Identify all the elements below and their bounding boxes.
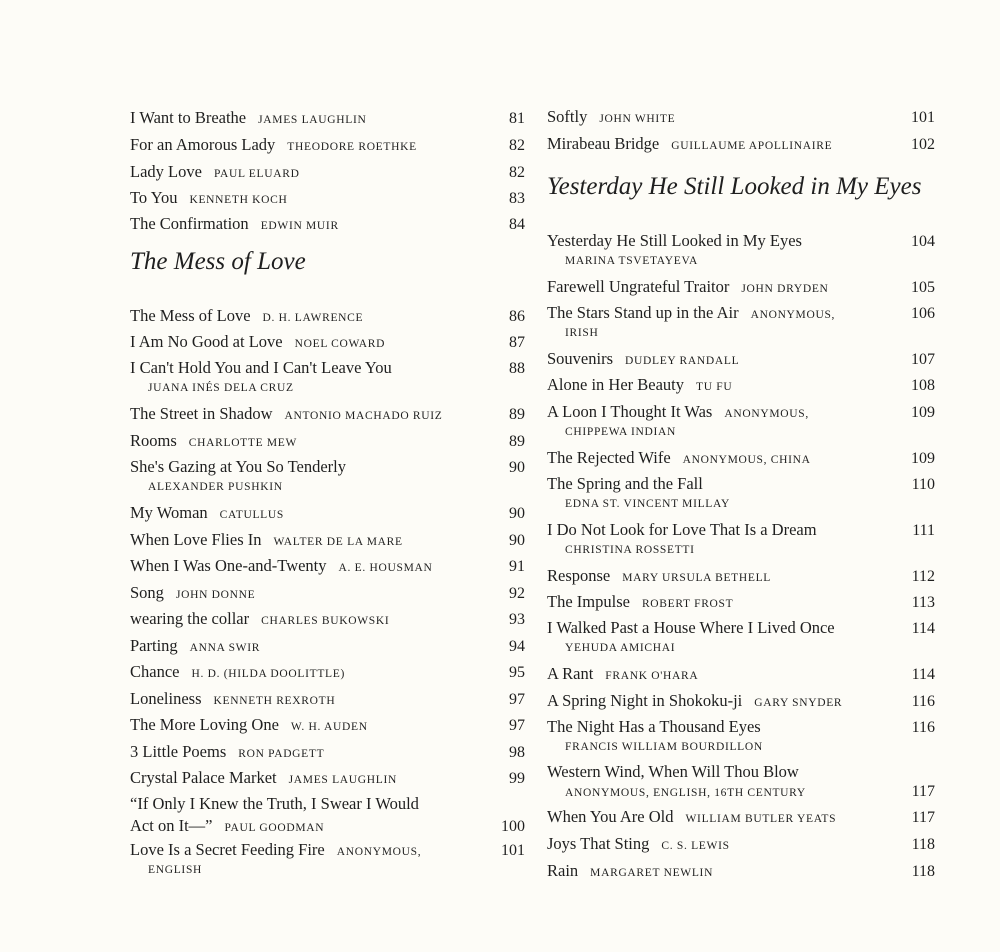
toc-entry-line bbox=[547, 133, 935, 155]
toc-entry-text bbox=[547, 761, 799, 783]
toc-entry[interactable] bbox=[130, 529, 525, 551]
toc-entry[interactable] bbox=[130, 430, 525, 452]
poem-title: Yesterday He Still Looked in My Eyes bbox=[547, 231, 802, 250]
poem-author: THEODORE ROETHKE bbox=[287, 141, 417, 153]
poem-title: A Spring Night in Shokoku-ji bbox=[547, 691, 743, 710]
poem-title: Chance bbox=[130, 662, 180, 681]
toc-entry[interactable] bbox=[130, 456, 525, 498]
poem-author: IRISH bbox=[565, 327, 599, 339]
toc-entry-text bbox=[130, 839, 421, 863]
toc-entry[interactable] bbox=[547, 348, 935, 370]
poem-title: When I Was One-and-Twenty bbox=[130, 556, 327, 575]
poem-author: ANONYMOUS, bbox=[724, 408, 809, 420]
toc-entry-line bbox=[130, 635, 525, 657]
toc-entry-text bbox=[547, 833, 730, 857]
toc-entry-line bbox=[547, 447, 935, 469]
toc-entry-text bbox=[130, 357, 392, 379]
toc-entry-text bbox=[547, 106, 675, 130]
toc-entry-text bbox=[547, 348, 739, 372]
toc-entry-line bbox=[130, 430, 525, 452]
toc-entry-text bbox=[130, 331, 385, 355]
toc-entry-text bbox=[547, 565, 771, 589]
page-number: 109 bbox=[911, 450, 935, 467]
toc-entry-line bbox=[130, 555, 525, 577]
poem-author: CHRISTINA ROSSETTI bbox=[565, 544, 695, 556]
toc-entry[interactable] bbox=[547, 716, 935, 758]
page-number: 90 bbox=[509, 532, 525, 549]
poem-author: ENGLISH bbox=[148, 864, 203, 876]
page-number: 91 bbox=[509, 558, 525, 575]
toc-entry-text bbox=[130, 635, 260, 659]
toc-entry-text bbox=[547, 690, 842, 714]
toc-entry-text bbox=[547, 806, 836, 830]
page-number: 104 bbox=[911, 233, 935, 250]
toc-entry-line bbox=[130, 767, 525, 789]
poem-title: Parting bbox=[130, 636, 178, 655]
toc-entry-text bbox=[547, 860, 713, 884]
toc-entry-text bbox=[547, 374, 732, 398]
toc-entry-line bbox=[130, 305, 525, 327]
poem-title: I Want to Breathe bbox=[130, 108, 247, 127]
toc-entry[interactable] bbox=[130, 555, 525, 577]
poem-title: When Love Flies In bbox=[130, 530, 262, 549]
toc-entry-text bbox=[130, 582, 255, 606]
poem-title: Softly bbox=[547, 107, 588, 126]
toc-entry-text bbox=[130, 134, 417, 158]
toc-entry-line bbox=[130, 582, 525, 604]
toc-entry-text bbox=[130, 661, 345, 685]
toc-entry-line bbox=[547, 565, 935, 587]
poem-title: Joys That Sting bbox=[547, 834, 650, 853]
page-number: 92 bbox=[509, 585, 525, 602]
poem-author: ANONYMOUS, ENGLISH, 16TH CENTURY bbox=[565, 787, 806, 799]
toc-entry[interactable] bbox=[130, 187, 525, 209]
toc-entry-text bbox=[130, 502, 284, 526]
toc-entry[interactable] bbox=[547, 133, 935, 155]
page-number: 83 bbox=[509, 190, 525, 207]
poem-title: My Woman bbox=[130, 503, 208, 522]
page-number: 110 bbox=[911, 476, 935, 493]
poem-author: ANONYMOUS, CHINA bbox=[682, 454, 811, 466]
toc-entry[interactable] bbox=[130, 793, 525, 837]
page-number: 101 bbox=[911, 109, 935, 126]
page-number: 114 bbox=[911, 666, 935, 683]
poem-author: WILLIAM BUTLER YEATS bbox=[685, 813, 837, 825]
poem-author: ALEXANDER PUSHKIN bbox=[148, 481, 283, 493]
poem-title: The Street in Shadow bbox=[130, 404, 273, 423]
poem-title: To You bbox=[130, 188, 178, 207]
page-number: 90 bbox=[509, 459, 525, 476]
toc-entry-line bbox=[547, 806, 935, 828]
poem-title: The Impulse bbox=[547, 592, 630, 611]
toc-entry[interactable] bbox=[547, 663, 935, 685]
toc-entry-text bbox=[130, 741, 324, 765]
page-number: 113 bbox=[911, 594, 935, 611]
poem-title: Rain bbox=[547, 861, 579, 880]
toc-entry[interactable] bbox=[547, 860, 935, 882]
toc-entry-line bbox=[547, 833, 935, 855]
toc-entry-line bbox=[130, 741, 525, 763]
toc-entry-text bbox=[130, 403, 443, 427]
toc-entry-text bbox=[130, 767, 397, 791]
toc-entry[interactable] bbox=[130, 741, 525, 763]
toc-entry[interactable] bbox=[130, 582, 525, 604]
poem-author: PAUL ELUARD bbox=[213, 168, 300, 180]
poem-title: Rooms bbox=[130, 431, 177, 450]
toc-entry-text bbox=[130, 107, 367, 131]
page-number: 111 bbox=[912, 522, 935, 539]
page-number: 116 bbox=[911, 693, 935, 710]
toc-entry-line bbox=[130, 187, 525, 209]
toc-entry-text bbox=[130, 608, 389, 632]
page-number: 102 bbox=[911, 136, 935, 153]
toc-entry-line bbox=[130, 161, 525, 183]
poem-author: KENNETH KOCH bbox=[189, 194, 288, 206]
poem-title: Love Is a Secret Feeding Fire bbox=[130, 840, 325, 859]
toc-entry[interactable] bbox=[547, 617, 935, 659]
poem-author: RON PADGETT bbox=[238, 748, 325, 760]
toc-entry-text bbox=[547, 230, 802, 252]
toc-entry-line bbox=[547, 591, 935, 613]
poem-title: Loneliness bbox=[130, 689, 202, 708]
toc-entry-line bbox=[130, 608, 525, 630]
poem-author: KENNETH REXROTH bbox=[213, 695, 336, 707]
page-number: 106 bbox=[911, 305, 935, 322]
poem-author: A. E. HOUSMAN bbox=[338, 562, 433, 574]
toc-entry-line bbox=[547, 106, 935, 128]
page-number: 101 bbox=[501, 842, 525, 859]
poem-author: CHIPPEWA INDIAN bbox=[565, 426, 676, 438]
toc-entry-text bbox=[547, 302, 835, 326]
toc-entry-text bbox=[547, 663, 698, 687]
toc-entry-line bbox=[547, 473, 935, 495]
poem-title: A Loon I Thought It Was bbox=[547, 402, 713, 421]
page-number: 87 bbox=[509, 334, 525, 351]
poem-author: MARY URSULA BETHELL bbox=[622, 572, 772, 584]
poem-author: JOHN DONNE bbox=[175, 589, 256, 601]
poem-title: Farewell Ungrateful Traitor bbox=[547, 277, 730, 296]
page-number: 89 bbox=[509, 406, 525, 423]
toc-entry[interactable] bbox=[547, 374, 935, 396]
toc-entry-text bbox=[547, 133, 832, 157]
toc-entry[interactable] bbox=[130, 134, 525, 156]
poem-author: YEHUDA AMICHAI bbox=[565, 642, 676, 654]
toc-entry[interactable] bbox=[130, 161, 525, 183]
poem-title: The Mess of Love bbox=[130, 306, 251, 325]
poem-author: ANONYMOUS, bbox=[336, 846, 422, 858]
poem-title: I Can't Hold You and I Can't Leave You bbox=[130, 358, 392, 377]
page-number: 109 bbox=[911, 404, 935, 421]
toc-entry[interactable] bbox=[130, 661, 525, 683]
page-number: 100 bbox=[501, 818, 525, 835]
toc-entry-line bbox=[547, 761, 935, 783]
section-title: The Mess of Love bbox=[130, 248, 306, 275]
toc-entry-line bbox=[130, 502, 525, 524]
toc-entry-text bbox=[547, 276, 829, 300]
poem-title: Lady Love bbox=[130, 162, 202, 181]
toc-entry-line bbox=[130, 714, 525, 736]
poem-title: I Do Not Look for Love That Is a Dream bbox=[547, 520, 817, 539]
toc-entry-line bbox=[547, 401, 935, 423]
toc-entry[interactable] bbox=[130, 305, 525, 327]
toc-entry-text bbox=[130, 213, 339, 237]
poem-title: Souvenirs bbox=[547, 349, 613, 368]
toc-entry[interactable] bbox=[547, 276, 935, 298]
toc-entry-line bbox=[547, 690, 935, 712]
toc-entry[interactable] bbox=[130, 213, 525, 235]
toc-entry[interactable] bbox=[130, 357, 525, 399]
poem-author: ANONYMOUS, bbox=[750, 309, 836, 321]
toc-entry-line bbox=[130, 839, 525, 861]
page-number: 81 bbox=[509, 110, 525, 127]
toc-entry-line bbox=[547, 663, 935, 685]
poem-author: TU FU bbox=[696, 381, 733, 393]
poem-author: MARGARET NEWLIN bbox=[590, 867, 714, 879]
poem-author: DUDLEY RANDALL bbox=[625, 355, 740, 367]
toc-entry-text bbox=[130, 430, 297, 454]
toc-entry-line bbox=[130, 107, 525, 129]
poem-author: JAMES LAUGHLIN bbox=[288, 774, 397, 786]
toc-entry[interactable] bbox=[130, 714, 525, 736]
poem-author: ROBERT FROST bbox=[641, 598, 734, 610]
toc-entry-text bbox=[130, 714, 368, 738]
page-number: 93 bbox=[509, 611, 525, 628]
poem-title: A Rant bbox=[547, 664, 594, 683]
toc-entry[interactable] bbox=[130, 839, 525, 881]
toc-entry[interactable] bbox=[130, 403, 525, 425]
page-number: 82 bbox=[509, 137, 525, 154]
toc-entry[interactable] bbox=[547, 473, 935, 515]
poem-title: Western Wind, When Will Thou Blow bbox=[547, 762, 799, 781]
page-number: 97 bbox=[509, 717, 525, 734]
poem-title: When You Are Old bbox=[547, 807, 674, 826]
poem-author: GUILLAUME APOLLINAIRE bbox=[671, 140, 833, 152]
page-number: 114 bbox=[911, 620, 935, 637]
poem-title: Mirabeau Bridge bbox=[547, 134, 660, 153]
toc-entry-text bbox=[547, 447, 811, 471]
poem-title: For an Amorous Lady bbox=[130, 135, 276, 154]
poem-author: WALTER DE LA MARE bbox=[273, 536, 403, 548]
poem-title: I Walked Past a House Where I Lived Once bbox=[547, 618, 835, 637]
page-number: 86 bbox=[509, 308, 525, 325]
toc-entry-text bbox=[130, 555, 432, 579]
page-number: 90 bbox=[509, 505, 525, 522]
toc-entry-line bbox=[547, 276, 935, 298]
poem-author: MARINA TSVETAYEVA bbox=[565, 255, 698, 267]
poem-author: D. H. LAWRENCE bbox=[262, 312, 364, 324]
toc-entry-line bbox=[130, 357, 525, 379]
poem-title: The More Loving One bbox=[130, 715, 279, 734]
poem-title: wearing the collar bbox=[130, 609, 250, 628]
poem-author: EDNA ST. VINCENT MILLAY bbox=[565, 498, 730, 510]
toc-entry-line bbox=[547, 348, 935, 370]
poem-title: I Am No Good at Love bbox=[130, 332, 283, 351]
page-number: 105 bbox=[911, 279, 935, 296]
toc-entry-text bbox=[130, 456, 346, 478]
page-number: 98 bbox=[509, 744, 525, 761]
toc-entry-text bbox=[130, 793, 419, 815]
toc-entry[interactable] bbox=[130, 107, 525, 129]
poem-author: CATULLUS bbox=[219, 509, 284, 521]
poem-title: The Rejected Wife bbox=[547, 448, 671, 467]
page-number: 94 bbox=[509, 638, 525, 655]
toc-entry-text bbox=[130, 688, 335, 712]
poem-author: ANNA SWIR bbox=[189, 642, 261, 654]
poem-author: W. H. AUDEN bbox=[290, 721, 368, 733]
toc-entry[interactable] bbox=[547, 519, 935, 561]
toc-entry[interactable] bbox=[547, 591, 935, 613]
toc-entry[interactable] bbox=[547, 447, 935, 469]
section-title: Yesterday He Still Looked in My Eyes bbox=[547, 173, 922, 200]
toc-entry-text bbox=[547, 401, 809, 425]
toc-entry-line bbox=[130, 331, 525, 353]
page-number: 118 bbox=[911, 836, 935, 853]
poem-title: Song bbox=[130, 583, 164, 602]
toc-entry-line bbox=[130, 213, 525, 235]
toc-entry-line bbox=[547, 302, 935, 324]
toc-entry[interactable] bbox=[130, 608, 525, 630]
poem-author: JAMES LAUGHLIN bbox=[258, 114, 367, 126]
toc-entry[interactable] bbox=[130, 767, 525, 789]
toc-entry[interactable] bbox=[130, 331, 525, 353]
poem-title: The Stars Stand up in the Air bbox=[547, 303, 739, 322]
toc-entry[interactable] bbox=[547, 761, 935, 803]
toc-entry[interactable] bbox=[547, 230, 935, 272]
toc-entry-text bbox=[130, 161, 300, 185]
poem-title: The Spring and the Fall bbox=[547, 474, 703, 493]
toc-entry-line bbox=[547, 374, 935, 396]
poem-title: The Night Has a Thousand Eyes bbox=[547, 717, 761, 736]
toc-entry[interactable] bbox=[547, 833, 935, 855]
poem-author: FRANK O'HARA bbox=[605, 670, 699, 682]
toc-entry-line bbox=[130, 688, 525, 710]
toc-entry-text bbox=[130, 305, 363, 329]
toc-entry-text-2 bbox=[130, 815, 324, 839]
poem-author: CHARLOTTE MEW bbox=[188, 437, 298, 449]
poem-title: Response bbox=[547, 566, 611, 585]
page-number: 97 bbox=[509, 691, 525, 708]
poem-title: Crystal Palace Market bbox=[130, 768, 277, 787]
toc-entry-line bbox=[547, 617, 935, 639]
page-number: 117 bbox=[911, 809, 935, 826]
toc-entry-line bbox=[547, 860, 935, 882]
toc-entry[interactable] bbox=[130, 502, 525, 524]
poem-title: Alone in Her Beauty bbox=[547, 375, 685, 394]
toc-entry-text bbox=[130, 529, 403, 553]
page-number: 116 bbox=[911, 719, 935, 736]
poem-title: The Confirmation bbox=[130, 214, 249, 233]
toc-entry[interactable] bbox=[547, 806, 935, 828]
poem-author: JOHN DRYDEN bbox=[741, 283, 829, 295]
poem-author: GARY SNYDER bbox=[754, 697, 843, 709]
page-number: 89 bbox=[509, 433, 525, 450]
poem-author: CHARLES BUKOWSKI bbox=[261, 615, 390, 627]
toc-entry-text bbox=[547, 519, 817, 541]
toc-entry-line bbox=[130, 661, 525, 683]
toc-entry[interactable] bbox=[547, 690, 935, 712]
page-number: 108 bbox=[911, 377, 935, 394]
toc-entry-text bbox=[547, 716, 761, 738]
toc-entry-line-2 bbox=[130, 815, 525, 837]
page-number: 107 bbox=[911, 351, 935, 368]
poem-author: NOEL COWARD bbox=[294, 338, 386, 350]
poem-author: PAUL GOODMAN bbox=[224, 822, 325, 834]
poem-author: C. S. LEWIS bbox=[661, 840, 730, 852]
poem-author: H. D. (HILDA DOOLITTLE) bbox=[191, 668, 346, 680]
toc-entry-text bbox=[547, 591, 733, 615]
poem-title: “If Only I Knew the Truth, I Swear I Would bbox=[130, 794, 419, 813]
poem-author: JOHN WHITE bbox=[599, 113, 676, 125]
page-number: 88 bbox=[509, 360, 525, 377]
toc-entry[interactable] bbox=[130, 635, 525, 657]
toc-entry[interactable] bbox=[547, 302, 935, 344]
toc-entry-line-2 bbox=[547, 783, 935, 803]
toc-entry-line bbox=[547, 519, 935, 541]
page-number: 118 bbox=[911, 863, 935, 880]
page-number: 84 bbox=[509, 216, 525, 233]
poem-title: She's Gazing at You So Tenderly bbox=[130, 457, 347, 476]
toc-entry-text bbox=[547, 473, 703, 495]
toc-entry-line bbox=[547, 230, 935, 252]
toc-entry-line bbox=[547, 716, 935, 738]
toc-entry-line bbox=[130, 456, 525, 478]
toc-entry[interactable] bbox=[547, 401, 935, 443]
toc-entry[interactable] bbox=[547, 565, 935, 587]
page-number: 117 bbox=[911, 783, 935, 800]
page-number: 82 bbox=[509, 164, 525, 181]
page-number: 112 bbox=[911, 568, 935, 585]
page-number: 95 bbox=[509, 664, 525, 681]
poem-title-continued: Act on It—” bbox=[130, 816, 213, 835]
poem-title: 3 Little Poems bbox=[130, 742, 227, 761]
page-number: 99 bbox=[509, 770, 525, 787]
poem-author: ANTONIO MACHADO RUIZ bbox=[284, 410, 443, 422]
toc-entry[interactable] bbox=[547, 106, 935, 128]
toc-entry-text bbox=[130, 187, 288, 211]
poem-author: JUANA INÉS DELA CRUZ bbox=[148, 382, 294, 394]
poem-author: EDWIN MUIR bbox=[260, 220, 339, 232]
toc-entry-line bbox=[130, 793, 525, 815]
toc-entry-line bbox=[130, 403, 525, 425]
toc-entry[interactable] bbox=[130, 688, 525, 710]
toc-entry-text bbox=[547, 617, 835, 639]
poem-author: FRANCIS WILLIAM BOURDILLON bbox=[565, 741, 763, 753]
toc-entry-line bbox=[130, 529, 525, 551]
toc-entry-line bbox=[130, 134, 525, 156]
